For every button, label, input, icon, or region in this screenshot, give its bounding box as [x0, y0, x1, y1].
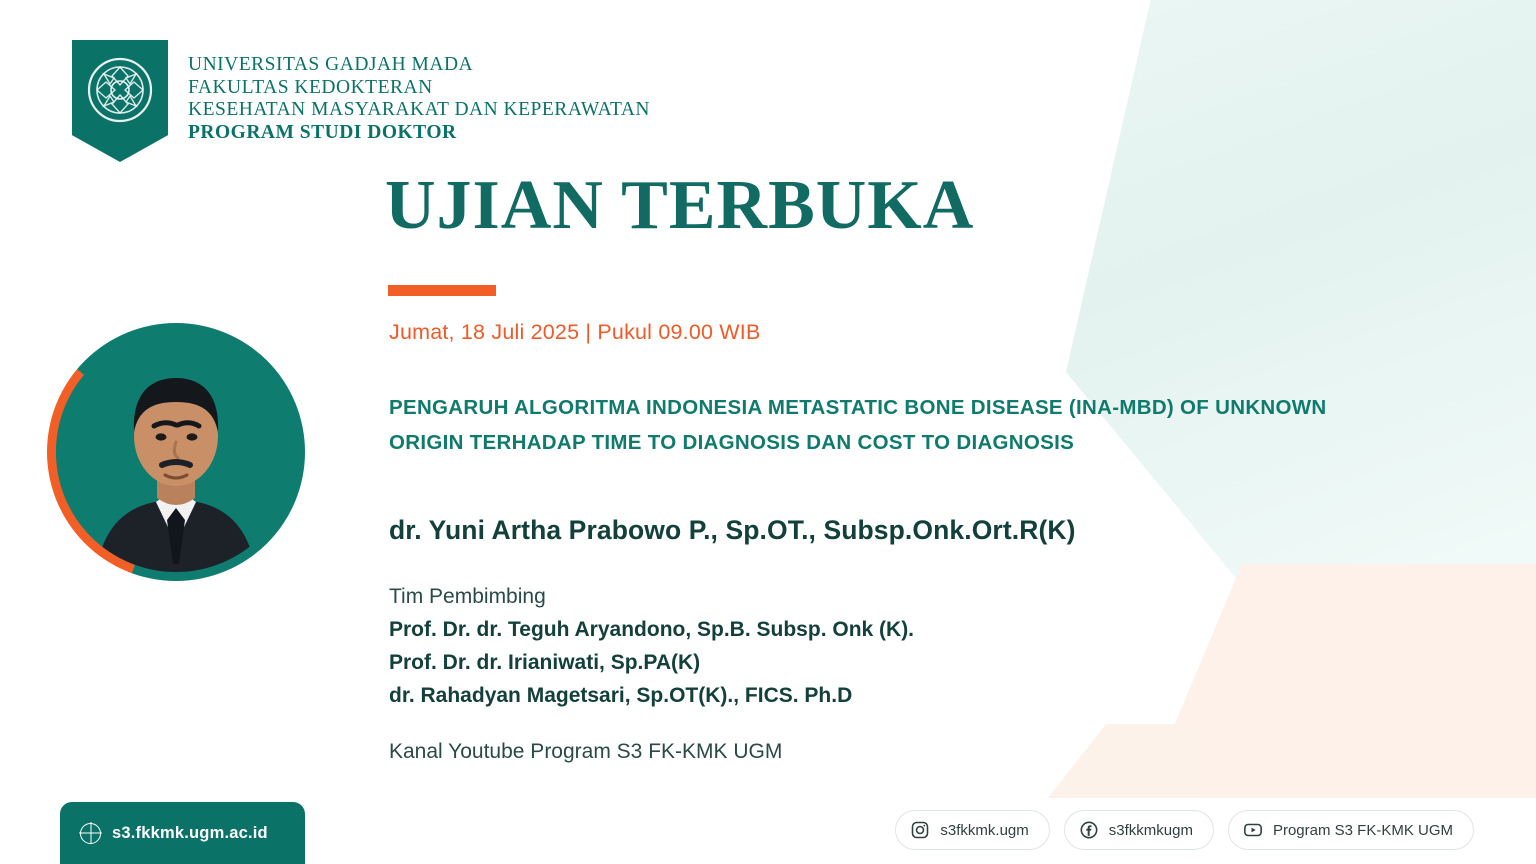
supervisor-block [389, 580, 914, 712]
institution-line-2: FAKULTAS KEDOKTERAN [188, 76, 433, 98]
supervisor-name-1: Prof. Dr. dr. Teguh Aryandono, Sp.B. Subsp. Onk (K). [389, 618, 915, 641]
title-underline-rule [388, 285, 496, 296]
background-teal-wedge [1066, 0, 1536, 600]
presenter-portrait [47, 323, 305, 581]
instagram-handle: s3fkkmk.ugm [940, 821, 1029, 839]
website-badge[interactable] [60, 802, 305, 864]
dissertation-title: PENGARUH ALGORITMA INDONESIA METASTATIC BONE DISEASE (INA-MBD) OF UNKNOWN ORIGIN TERHADAP TIME TO DIAGNOSIS DAN COST TO DIAGNOSIS [389, 396, 1327, 454]
event-datetime: Jumat, 18 Juli 2025 | Pukul 09.00 WIB [389, 320, 761, 344]
ugm-shield-icon [72, 40, 168, 162]
portrait-photo [56, 332, 296, 572]
broadcast-channel: Kanal Youtube Program S3 FK-KMK UGM [389, 740, 783, 763]
supervisor-name-3: dr. Rahadyan Magetsari, Sp.OT(K)., FICS. Ph.D [389, 684, 853, 707]
facebook-handle: s3fkkmkugm [1108, 821, 1193, 839]
institution-name [188, 40, 650, 144]
instagram-icon [910, 820, 930, 840]
institution-line-1: UNIVERSITAS GADJAH MADA [188, 54, 474, 75]
youtube-handle: Program S3 FK-KMK UGM [1272, 821, 1453, 839]
page-title: UJIAN TERBUKA [385, 167, 975, 244]
social-links [895, 810, 1474, 850]
supervisor-heading: Tim Pembimbing [389, 585, 546, 608]
social-chip-youtube[interactable] [1228, 810, 1474, 850]
social-chip-instagram[interactable] [895, 810, 1049, 850]
social-chip-facebook[interactable] [1064, 810, 1214, 850]
institution-line-3: KESEHATAN MASYARAKAT DAN KEPERAWATAN [188, 99, 651, 120]
website-label: s3.fkkmk.ugm.ac.id [112, 823, 268, 842]
facebook-icon [1079, 820, 1099, 840]
youtube-icon [1243, 820, 1263, 840]
globe-icon [80, 823, 101, 844]
institution-line-4: PROGRAM STUDI DOKTOR [188, 121, 457, 143]
presenter-name: dr. Yuni Artha Prabowo P., Sp.OT., Subsp.Onk.Ort.R(K) [389, 515, 1076, 545]
institution-logo-block [72, 40, 650, 162]
supervisor-name-2: Prof. Dr. dr. Irianiwati, Sp.PA(K) [389, 651, 701, 674]
